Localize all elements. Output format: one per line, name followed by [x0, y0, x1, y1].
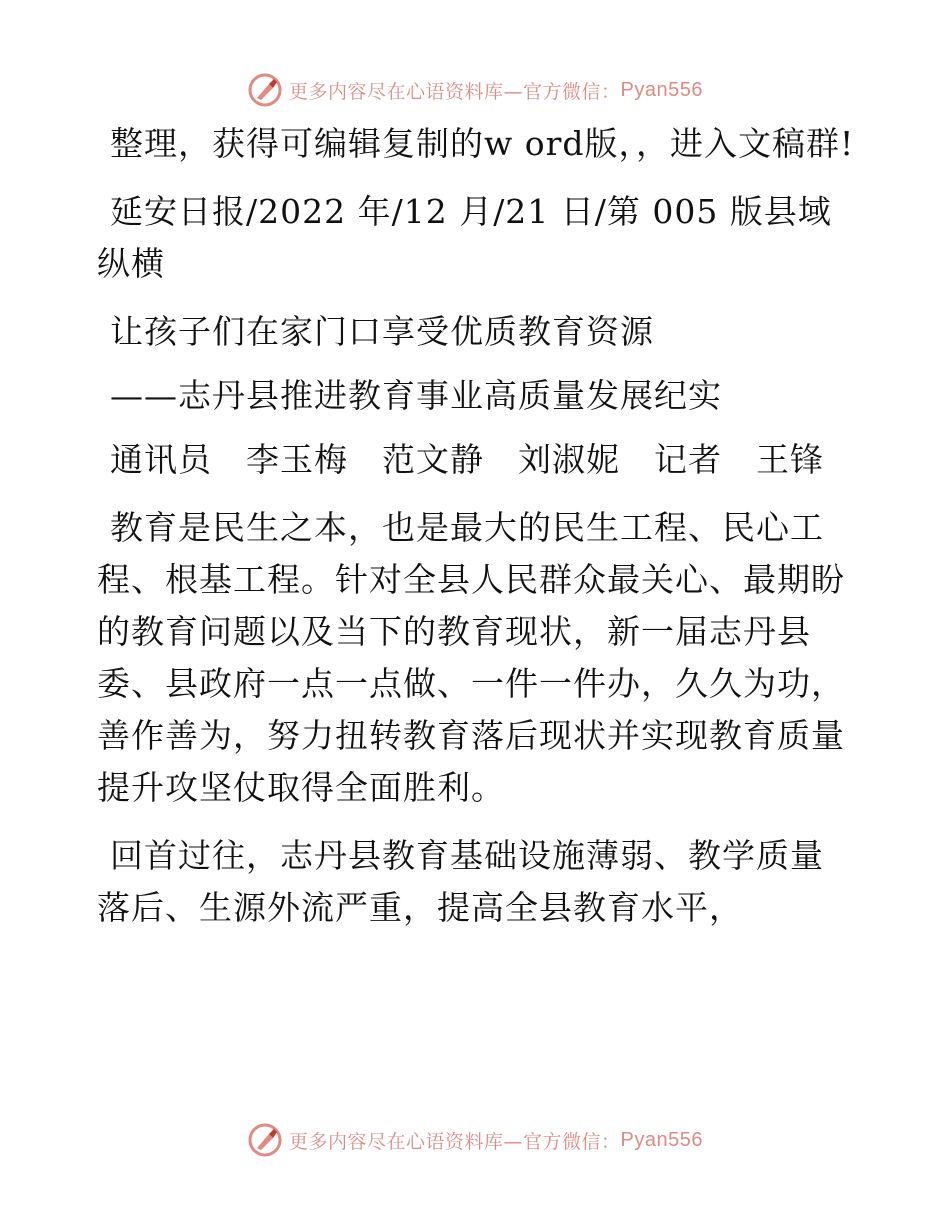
paragraph-1: 教育是民生之本，也是最大的民生工程、民心工程、根基工程。针对全县人民群众最关心、最期盼的教育问题以及当下的教育现状，新一届志丹县委、县政府一点一点做、一件一件办，久久为功，善作善为，努力扭转教育落后现状并实现教育质量提升攻坚仗取得全面胜利。 — [97, 508, 845, 807]
pen-logo-icon — [247, 1122, 283, 1158]
source-line: 延安日报/2022 年/12 月/21 日/第 005 版县域纵横 — [97, 192, 832, 283]
header-watermark — [0, 70, 950, 110]
paragraph-2: 回首过往，志丹县教育基础设施薄弱、教学质量落后、生源外流严重，提高全县教育水平， — [97, 836, 824, 927]
byline: 通讯员 李玉梅 范文静 刘淑妮 记者 王锋 — [110, 440, 824, 479]
pen-logo-icon — [247, 72, 283, 108]
watermark-wechat-id: Pyan556 — [620, 78, 703, 101]
article-subtitle: ——志丹县推进教育事业高质量发展纪实 — [110, 376, 722, 415]
article-title: 让孩子们在家门口享受优质教育资源 — [110, 312, 654, 351]
watermark-text: 更多内容尽在心语资料库—官方微信： — [289, 80, 621, 103]
footer-watermark — [0, 1120, 950, 1160]
article-body — [97, 118, 857, 950]
intro-note: 整理，获得可编辑复制的w ord版，，进入文稿群! — [110, 124, 855, 163]
watermark-wechat-id: Pyan556 — [620, 1128, 703, 1151]
watermark-text: 更多内容尽在心语资料库—官方微信： — [289, 1130, 621, 1153]
